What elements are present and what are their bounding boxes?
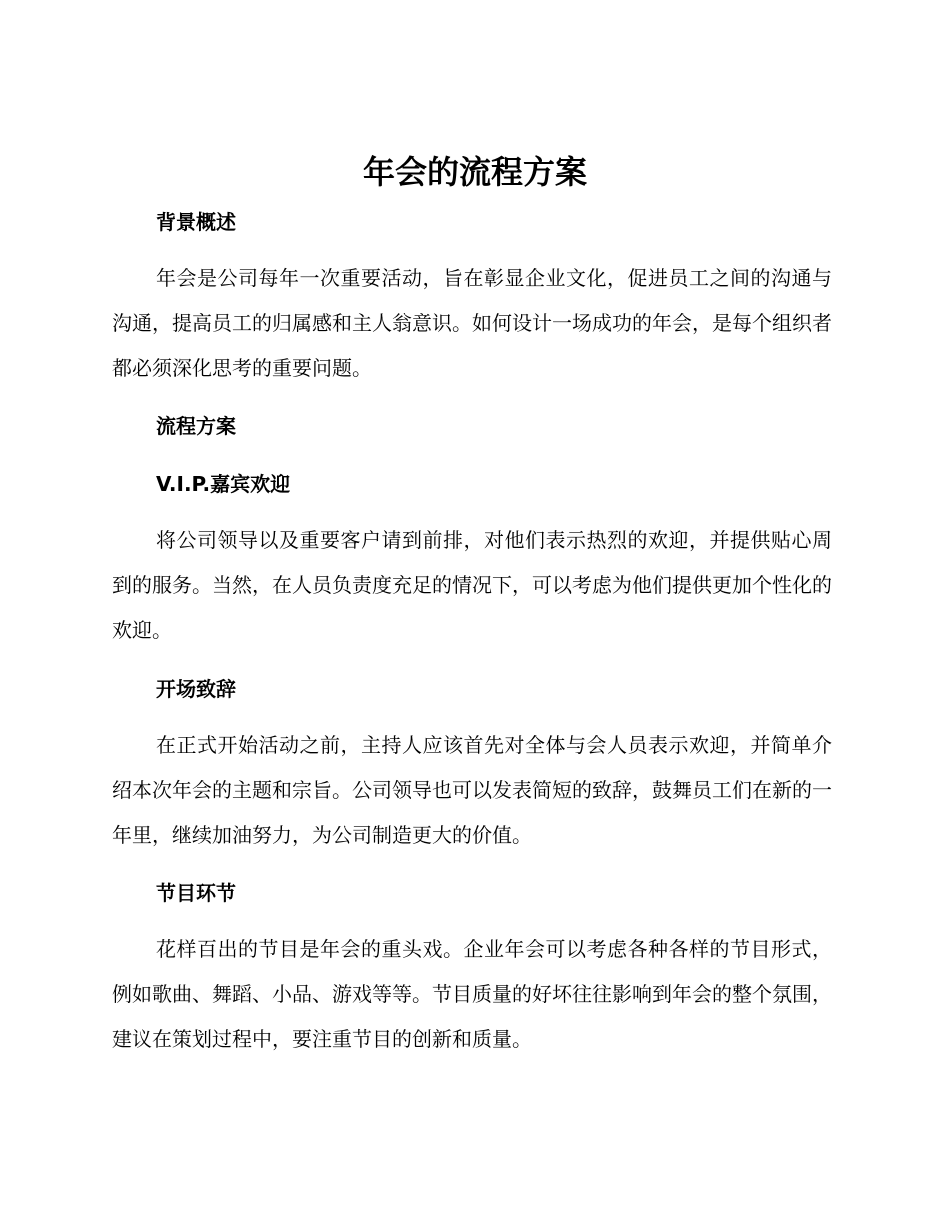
document-title: 年会的流程方案 bbox=[362, 153, 587, 191]
paragraph-background: 年会是公司每年一次重要活动，旨在彰显企业文化，促进员工之间的沟通与沟通，提高员工的归属感和主人翁意识。如何设计一场成功的年会，是每个组织者都必须深化思考的重要问题。 bbox=[112, 266, 832, 380]
section-heading-background: 背景概述 bbox=[156, 210, 236, 234]
paragraph-opening: 在正式开始活动之前，主持人应该首先对全体与会人员表示欢迎，并简单介绍本次年会的主题和宗旨。公司领导也可以发表简短的致辞，鼓舞员工们在新的一年里，继续加油努力，为公司制造更大的价值。 bbox=[112, 733, 832, 847]
section-heading-opening: 开场致辞 bbox=[156, 677, 236, 701]
paragraph-program: 花样百出的节目是年会的重头戏。企业年会可以考虑各种各样的节目形式，例如歌曲、舞蹈、小品、游戏等等。节目质量的好坏往往影响到年会的整个氛围，建议在策划过程中，要注重节目的创新和质量。 bbox=[112, 937, 832, 1051]
paragraph-vip: 将公司领导以及重要客户请到前排，对他们表示热烈的欢迎，并提供贴心周到的服务。当然，在人员负责度充足的情况下，可以考虑为他们提供更加个性化的欢迎。 bbox=[112, 528, 832, 642]
section-heading-process: 流程方案 bbox=[156, 414, 236, 438]
section-heading-vip: V.I.P.嘉宾欢迎 bbox=[156, 472, 291, 496]
section-heading-program: 节目环节 bbox=[156, 881, 236, 905]
